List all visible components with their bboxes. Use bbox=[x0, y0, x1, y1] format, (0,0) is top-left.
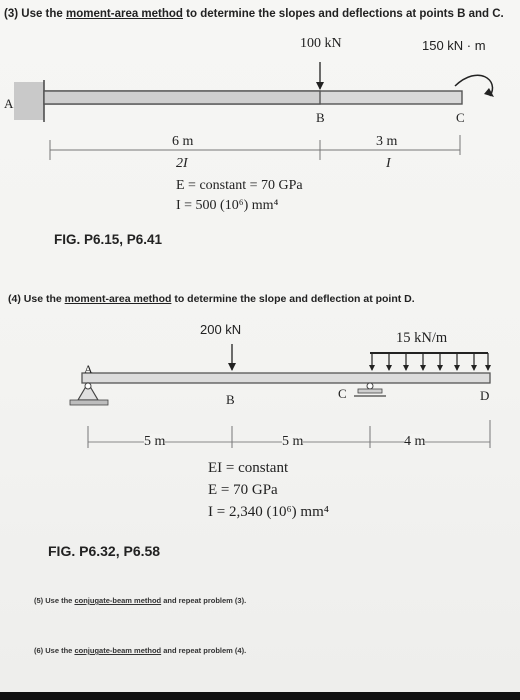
problem-5-text-after: and repeat problem (3). bbox=[161, 596, 247, 605]
distributed-load bbox=[370, 352, 488, 354]
span-6m-label: 6 m bbox=[172, 134, 194, 149]
moment-of-inertia-line: I = 500 (10⁶) mm⁴ bbox=[176, 198, 279, 213]
dark-background-strip bbox=[0, 692, 520, 700]
span-3m-label: 3 m bbox=[376, 134, 398, 149]
problem-6-method: conjugate-beam method bbox=[74, 646, 162, 655]
moment-150knm-label: 150 kN · m bbox=[422, 38, 486, 53]
inertia-2i-label: 2I bbox=[176, 156, 188, 171]
problem-3-number: (3) bbox=[4, 8, 19, 20]
point-b-label-2: B bbox=[226, 392, 235, 407]
figure-p6-32-caption: FIG. P6.32, P6.58 bbox=[48, 543, 161, 559]
problem-6-text-before: Use the bbox=[45, 646, 75, 655]
problem-5-method: conjugate-beam method bbox=[74, 596, 162, 605]
span-4m-label: 4 m bbox=[404, 434, 426, 449]
span-5m-label-1: 5 m bbox=[144, 434, 166, 449]
distributed-load-label: 15 kN/m bbox=[396, 330, 448, 346]
span-5m-label-2: 5 m bbox=[282, 434, 304, 449]
problem-5-text-before: Use the bbox=[45, 596, 75, 605]
inertia-i-label: I bbox=[386, 156, 391, 171]
point-b-label: B bbox=[316, 110, 325, 125]
problem-5-text bbox=[34, 596, 246, 605]
point-d-label: D bbox=[480, 388, 490, 403]
problem-3-text-before: Use the bbox=[21, 8, 67, 20]
modulus-e-line-2: E = 70 GPa bbox=[208, 482, 278, 498]
point-c-label-2: C bbox=[338, 386, 347, 401]
problem-6-text-after: and repeat problem (4). bbox=[161, 646, 247, 655]
problem-6-number: (6) bbox=[34, 646, 44, 655]
problem-4-text-after: to determine the slope and deflection at point D. bbox=[171, 293, 415, 305]
problem-4-text-before: Use the bbox=[23, 293, 65, 305]
overhang-beam bbox=[82, 373, 490, 383]
roller-support-c bbox=[367, 383, 373, 389]
problem-5-number: (5) bbox=[34, 596, 44, 605]
point-c-label: C bbox=[456, 110, 465, 125]
ei-constant-line: EI = constant bbox=[208, 460, 289, 476]
moment-of-inertia-line-2: I = 2,340 (10⁶) mm⁴ bbox=[208, 504, 329, 520]
problem-6-text bbox=[34, 646, 246, 655]
problem-3-text-after: to determine the slopes and deflections at points B and C. bbox=[182, 8, 504, 20]
problem-3-method: moment-area method bbox=[66, 8, 183, 20]
modulus-e-line: E = constant = 70 GPa bbox=[176, 178, 303, 193]
load-200kn-label: 200 kN bbox=[200, 322, 242, 337]
point-a-label: A bbox=[4, 96, 14, 111]
figure-p6-15-caption: FIG. P6.15, P6.41 bbox=[54, 232, 163, 247]
point-a-label-2: A bbox=[84, 362, 93, 376]
load-100kn-label: 100 kN bbox=[300, 36, 342, 51]
problem-4-method: moment-area method bbox=[64, 293, 172, 305]
problem-4-number: (4) bbox=[8, 293, 21, 305]
